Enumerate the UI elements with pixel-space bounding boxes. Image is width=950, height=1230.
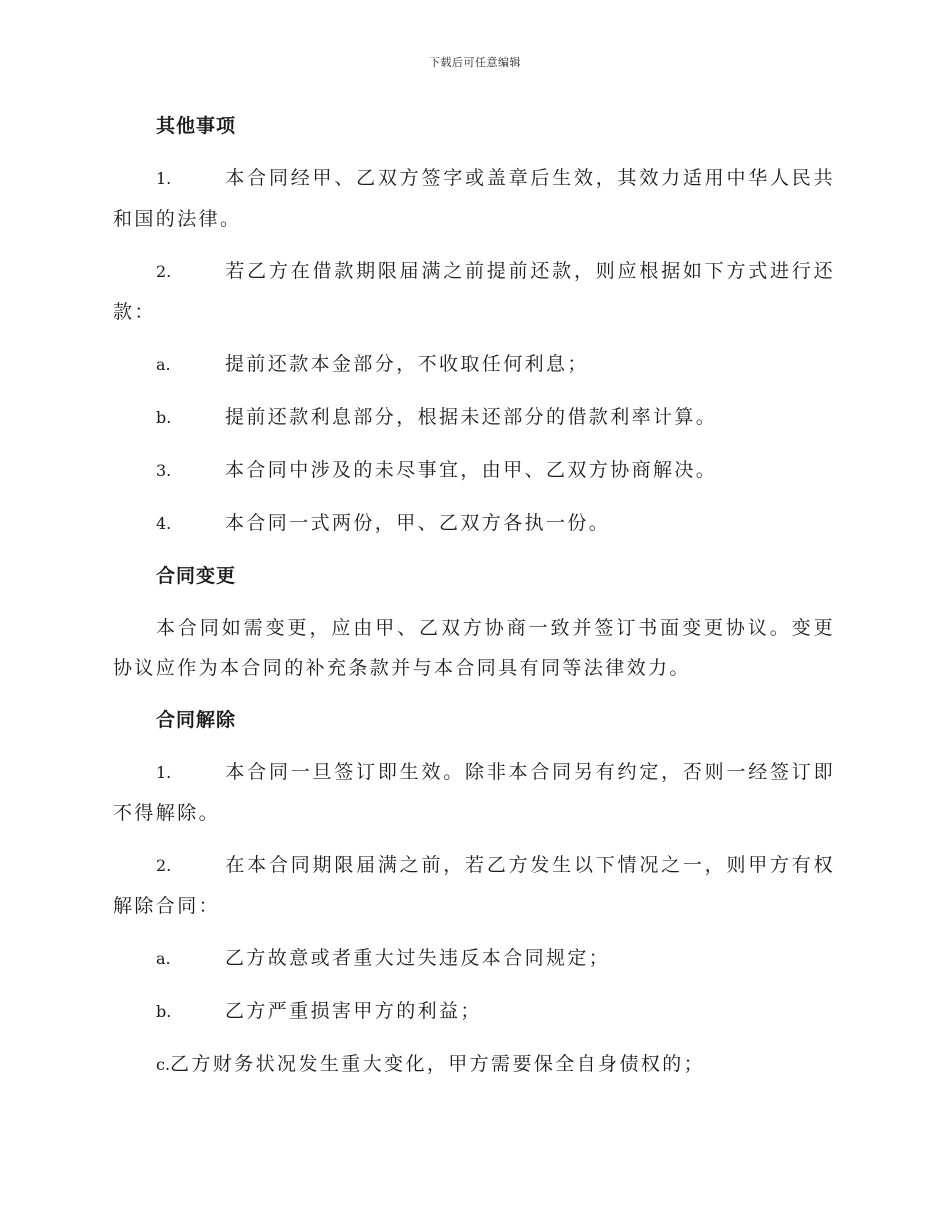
- item-marker: 1.: [156, 763, 172, 782]
- item-text: 在本合同期限届满之前，若乙方发生以下情况之一，则甲方有权解除合同：: [113, 854, 835, 917]
- item-text: 本合同一式两份，甲、乙双方各执一份。: [225, 512, 611, 534]
- list-item: [113, 158, 835, 239]
- item-text: 乙方故意或者重大过失违反本合同规定；: [225, 947, 611, 969]
- list-item: [113, 991, 835, 1032]
- list-item: [113, 251, 835, 332]
- list-item: [113, 503, 835, 544]
- list-item: [113, 344, 835, 385]
- item-text: 提前还款本金部分，不收取任何利息；: [225, 353, 589, 375]
- item-text: 本合同经甲、乙双方签字或盖章后生效，其效力适用中华人民共和国的法律。: [113, 167, 835, 230]
- item-marker: c.: [156, 1055, 171, 1074]
- item-text: 提前还款利息部分，根据未还部分的借款利率计算。: [225, 406, 718, 428]
- item-marker: b.: [156, 408, 172, 427]
- item-marker: 2.: [156, 262, 172, 281]
- item-marker: 3.: [156, 461, 172, 480]
- item-marker: 1.: [156, 169, 172, 188]
- item-text: 若乙方在借款期限届满之前提前还款，则应根据如下方式进行还款：: [113, 260, 835, 323]
- item-text: 本合同一旦签订即生效。除非本合同另有约定，否则一经签订即不得解除。: [113, 761, 835, 824]
- change-paragraph: 本合同如需变更，应由甲、乙双方协商一致并签订书面变更协议。变更协议应作为本合同的补充条款并与本合同具有同等法律效力。: [113, 617, 835, 679]
- item-marker: 2.: [156, 856, 172, 875]
- header-note: 下载后可任意编辑: [429, 56, 521, 69]
- item-marker: 4.: [156, 514, 172, 533]
- list-item: [113, 450, 835, 491]
- section-heading-other: 其他事项: [156, 115, 237, 137]
- item-marker: b.: [156, 1002, 172, 1021]
- section-heading-termination: 合同解除: [156, 709, 237, 731]
- list-item: [113, 1044, 835, 1085]
- list-item: [113, 938, 835, 979]
- item-text: 乙方严重损害甲方的利益；: [225, 1000, 482, 1022]
- item-text: 本合同中涉及的未尽事宜，由甲、乙双方协商解决。: [225, 459, 718, 481]
- document-body: [113, 106, 835, 1097]
- list-item: [113, 752, 835, 833]
- list-item: [113, 397, 835, 438]
- item-text: 乙方财务状况发生重大变化，甲方需要保全自身债权的；: [170, 1053, 706, 1075]
- list-item: [113, 845, 835, 926]
- item-marker: a.: [156, 355, 171, 374]
- section-heading-change: 合同变更: [156, 565, 237, 587]
- item-marker: a.: [156, 949, 171, 968]
